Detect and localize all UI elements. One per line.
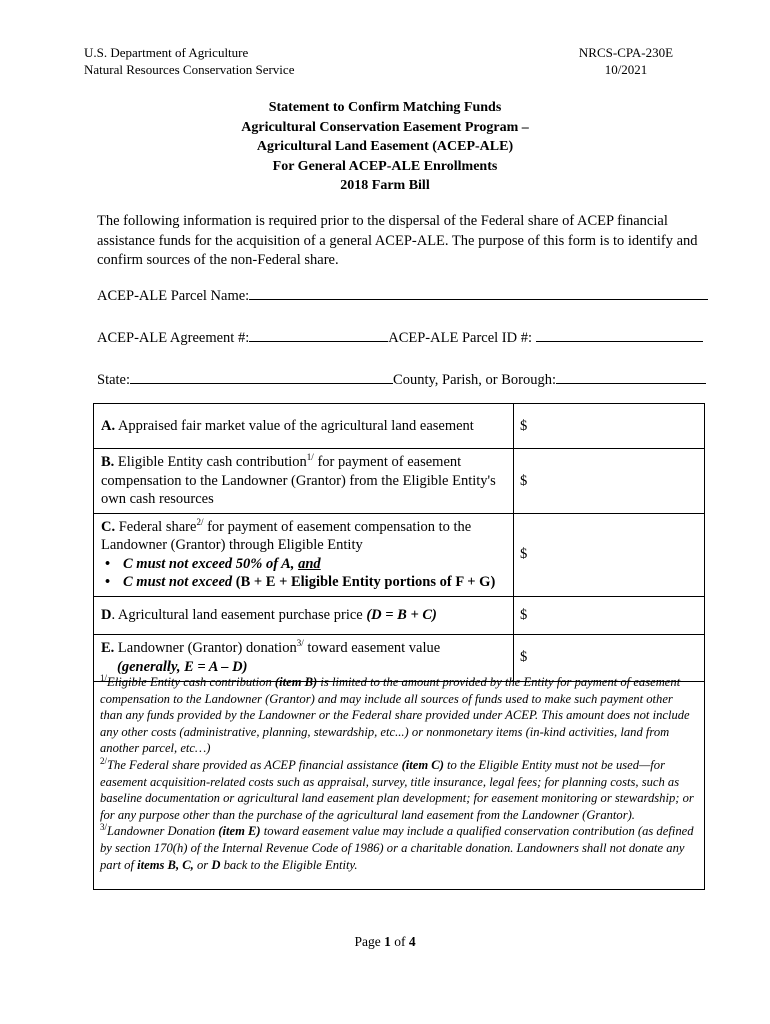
condition-1-and: and bbox=[298, 555, 321, 572]
page-total: 4 bbox=[408, 934, 416, 949]
row-b-label bbox=[94, 449, 514, 514]
condition-2-formula: (B + E + Eligible Entity portions of F + G) bbox=[235, 574, 496, 590]
footnote-1-body: is limited to the amount provided by the Entity for payment of easement compensation to the Landowner (Grantor) and may include all sources of funds used to make such payment other than any funds provided by the Landowner or the Federal share provided under ACEP. This amount does not include any other costs (administrative, planning, stewardship, etc...) or nonmonetary items (in-kind activities, land from another parcel, etc…) bbox=[100, 675, 690, 756]
agreement-row bbox=[97, 327, 703, 347]
footnote-3-item-d: D bbox=[211, 857, 221, 872]
footnote-3-tail: back to the Eligible Entity. bbox=[223, 857, 358, 872]
condition-2-text: C must not exceed bbox=[123, 574, 233, 590]
agency-sub-name: Natural Resources Conservation Service bbox=[84, 62, 295, 77]
parcel-name-input[interactable] bbox=[249, 285, 708, 300]
form-title bbox=[0, 98, 770, 196]
row-a-letter: A. bbox=[101, 417, 116, 434]
footnotes-box bbox=[93, 672, 705, 890]
agency-name: U.S. Department of Agriculture bbox=[84, 45, 249, 60]
row-c-text-1: Federal share bbox=[118, 518, 197, 535]
intro-paragraph: The following information is required prior to the dispersal of the Federal share of ACEP financial assistance funds for the acquisition of a general ACEP-ALE. The purpose of this form is to identify and confirm sources of the non-Federal share. bbox=[97, 213, 698, 268]
location-row bbox=[97, 369, 706, 389]
row-a-amount[interactable] bbox=[514, 404, 705, 449]
row-a bbox=[94, 404, 705, 449]
footnote-3-items: items B, C, bbox=[137, 857, 194, 872]
row-b-text-2: for payment of easement compensation to the Landowner (Grantor) from the Eligible Entity's own cash resources bbox=[101, 454, 496, 507]
footnote-3-or: or bbox=[196, 857, 209, 872]
form-id-block bbox=[565, 44, 687, 78]
row-d-currency: $ bbox=[520, 606, 528, 623]
agreement-number-label: ACEP-ALE Agreement #: bbox=[97, 330, 250, 346]
agency-header bbox=[84, 44, 294, 78]
row-b-text-1: Eligible Entity cash contribution bbox=[117, 454, 307, 470]
row-c-condition-1 bbox=[101, 555, 507, 574]
row-d-text: . Agricultural land easement purchase price bbox=[111, 606, 363, 623]
footnote-2-lead: The Federal share provided as ACEP financial assistance bbox=[107, 757, 399, 772]
footnote-2-body: to the Eligible Entity must not be used—for easement acquisition-related costs such as appraisal, survey, title insurance, legal fees; for planning costs, such as baseline documentation or agricultural land easement plan development; for easement monitoring or stewardship; or for any purpose other than the purchase of the agricultural land easement from the Landowner (Grantor). bbox=[100, 757, 694, 822]
parcel-name-row bbox=[97, 285, 708, 305]
footnote-1-marker: 1/ bbox=[100, 672, 108, 683]
title-line-2: Agricultural Conservation Easement Program – bbox=[241, 119, 529, 135]
footnote-3-body: toward easement value may include a qualified conservation contribution (as defined by section 170(h) of the Internal Revenue Code of 1986) or a charitable donation. Landowners shall not donate any part of bbox=[100, 824, 694, 872]
row-e-text-1: Landowner (Grantor) donation bbox=[117, 640, 297, 656]
row-d-label bbox=[94, 596, 514, 634]
title-line-1: Statement to Confirm Matching Funds bbox=[268, 100, 502, 115]
row-c-currency: $ bbox=[520, 546, 528, 563]
row-c-text-2: for payment of easement compensation to the Landowner (Grantor) through Eligible Entity bbox=[101, 518, 472, 553]
page-of: of bbox=[394, 934, 406, 949]
parcel-id-input[interactable] bbox=[536, 327, 703, 342]
form-date: 10/2021 bbox=[604, 62, 648, 77]
condition-1-text: C must not exceed 50% of A, bbox=[123, 555, 295, 572]
footnote-2-marker: 2/ bbox=[100, 755, 108, 766]
title-line-4: For General ACEP-ALE Enrollments bbox=[272, 158, 498, 174]
agreement-number-input[interactable] bbox=[249, 327, 388, 342]
state-input[interactable] bbox=[130, 369, 393, 384]
page-number bbox=[0, 934, 770, 950]
parcel-id-label: ACEP-ALE Parcel ID #: bbox=[388, 330, 532, 346]
footnote-1 bbox=[100, 674, 698, 757]
parcel-name-label: ACEP-ALE Parcel Name: bbox=[97, 288, 250, 304]
footnote-3-lead: Landowner Donation bbox=[107, 824, 216, 839]
footnote-3 bbox=[100, 823, 698, 873]
title-line-5: 2018 Farm Bill bbox=[340, 178, 430, 193]
row-b bbox=[94, 449, 705, 514]
row-d-formula: (D = B + C) bbox=[366, 606, 437, 623]
row-a-label bbox=[94, 404, 514, 449]
row-e-formula: (generally, E = A – D) bbox=[117, 658, 248, 675]
row-e-letter: E. bbox=[101, 640, 115, 656]
county-input[interactable] bbox=[556, 369, 706, 384]
row-c-condition-2 bbox=[101, 573, 507, 592]
footnote-3-marker: 3/ bbox=[100, 822, 108, 833]
row-a-text: Appraised fair market value of the agricultural land easement bbox=[117, 417, 474, 434]
row-b-amount[interactable] bbox=[514, 449, 705, 514]
row-b-currency: $ bbox=[520, 472, 528, 489]
footnote-3-item: (item E) bbox=[218, 824, 261, 839]
row-e-currency: $ bbox=[520, 649, 528, 666]
footnote-1-lead: Eligible Entity cash contribution bbox=[107, 675, 272, 689]
state-label: State: bbox=[97, 372, 131, 388]
form-number: NRCS-CPA-230E bbox=[578, 45, 674, 60]
row-c-amount[interactable] bbox=[514, 513, 705, 596]
row-b-letter: B. bbox=[101, 454, 115, 470]
row-c-label bbox=[94, 513, 514, 596]
row-d-letter: D bbox=[101, 606, 112, 623]
matching-funds-table bbox=[93, 403, 705, 682]
row-c bbox=[94, 513, 705, 596]
row-d-amount[interactable] bbox=[514, 596, 705, 634]
row-b-footnote-ref: 1/ bbox=[306, 452, 314, 463]
footnote-2 bbox=[100, 757, 698, 823]
county-label: County, Parish, or Borough: bbox=[393, 372, 557, 388]
footnote-1-item: (item B) bbox=[274, 675, 318, 689]
row-c-conditions bbox=[101, 555, 507, 592]
row-d bbox=[94, 596, 705, 634]
row-a-currency: $ bbox=[520, 417, 528, 434]
row-c-letter: C. bbox=[101, 518, 116, 535]
row-e-footnote-ref: 3/ bbox=[296, 638, 304, 649]
title-line-3: Agricultural Land Easement (ACEP-ALE) bbox=[256, 139, 514, 154]
row-e-text-2: toward easement value bbox=[307, 640, 441, 656]
row-c-footnote-ref: 2/ bbox=[196, 516, 204, 527]
page-current: 1 bbox=[384, 934, 391, 949]
footnote-2-item: (item C) bbox=[401, 757, 444, 772]
page-prefix: Page bbox=[354, 934, 381, 949]
